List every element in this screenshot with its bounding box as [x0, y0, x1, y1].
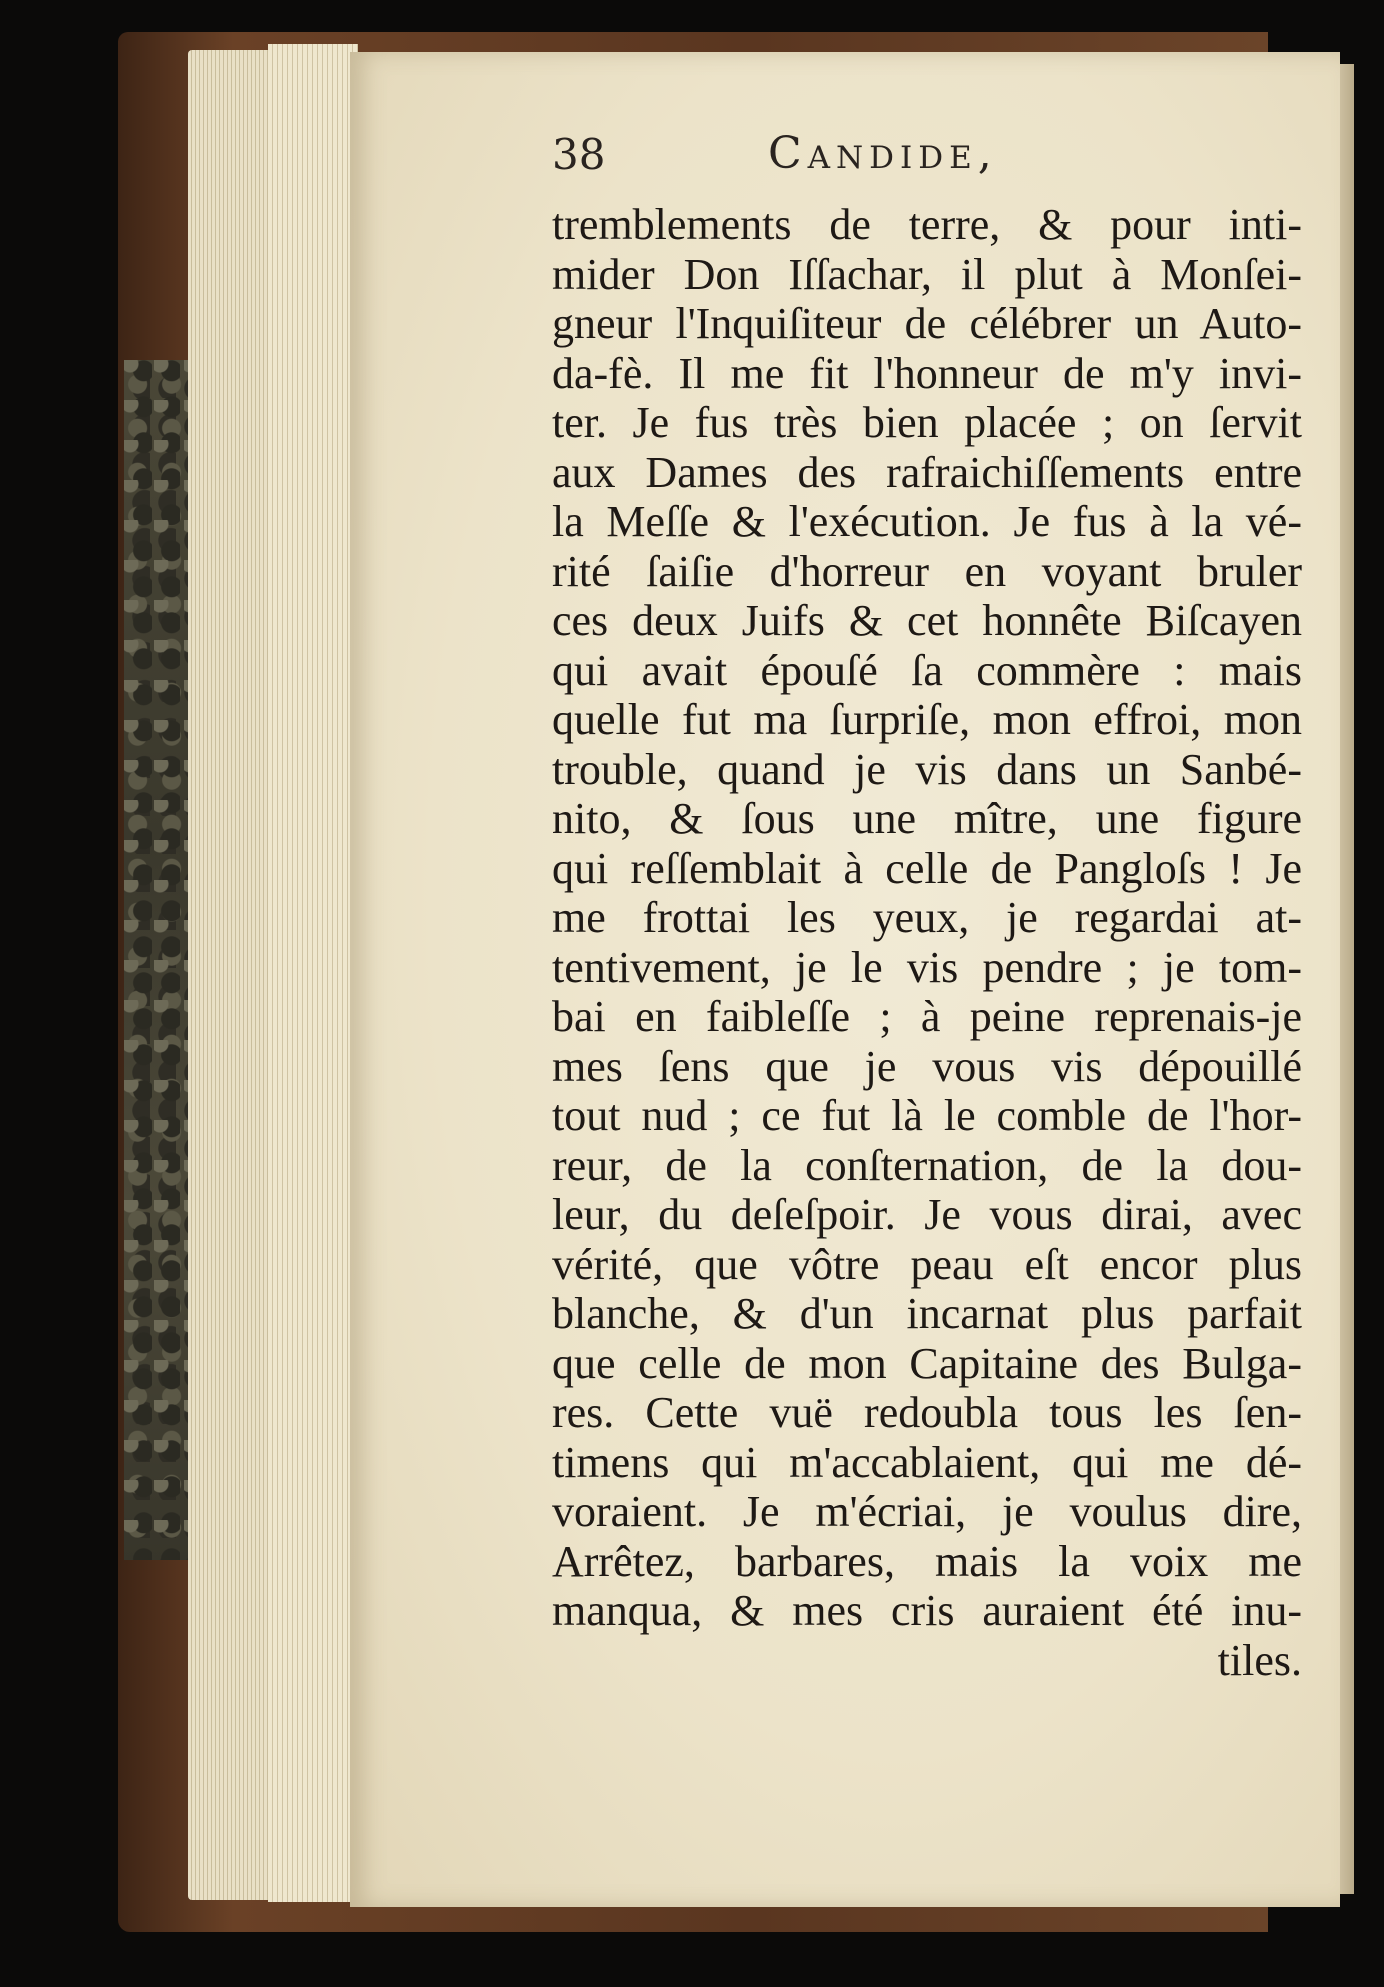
- text-line-last: tiles.: [1217, 1635, 1302, 1685]
- text-line: manqua, & mes cris auraient été inu-: [552, 1586, 1302, 1635]
- text-line: res. Cette vuë redoubla tous les ſen-: [552, 1388, 1302, 1437]
- text-line: que celle de mon Capitaine des Bulga-: [552, 1338, 1302, 1388]
- text-line: voraient. Je m'écriai, je voulus dire,: [552, 1487, 1302, 1536]
- text-line: mes ſens que je vous vis dépouillé: [552, 1041, 1302, 1091]
- text-line: gneur l'Inquiſiteur de célébrer un Auto-: [552, 299, 1302, 348]
- text-line: rité ſaiſie d'horreur en voyant bruler: [552, 546, 1302, 596]
- text-line: timens qui m'accablaient, qui me dé-: [552, 1437, 1302, 1487]
- text-line: Arrêtez, barbares, mais la voix me: [552, 1536, 1302, 1586]
- text-line: tremblements de terre, & pour inti-: [552, 200, 1302, 249]
- text-line: mider Don Iſſachar, il plut à Monſei-: [552, 249, 1302, 299]
- running-head: [552, 128, 1132, 188]
- text-line: qui reſſemblait à celle de Pangloſs ! Je: [552, 843, 1302, 893]
- text-line: ces deux Juifs & cet honnête Biſcayen: [552, 596, 1302, 645]
- text-line: blanche, & d'un incarnat plus parfait: [552, 1289, 1302, 1338]
- text-line: vérité, que vôtre peau eſt encor plus: [552, 1239, 1302, 1289]
- running-title: Candide,: [768, 128, 998, 179]
- text-line: tout nud ; ce fut là le comble de l'hor-: [552, 1091, 1302, 1140]
- text-line: aux Dames des rafraichiſſements entre: [552, 447, 1302, 497]
- text-line: la Meſſe & l'exécution. Je fus à la vé-: [552, 497, 1302, 546]
- text-line: bai en faibleſſe ; à peine reprenais-je: [552, 992, 1302, 1041]
- page-edges-inner: [268, 44, 358, 1902]
- text-line: nito, & ſous une mître, une figure: [552, 794, 1302, 843]
- page-number: 38: [552, 130, 606, 179]
- text-line: tentivement, je le vis pendre ; je tom-: [552, 942, 1302, 992]
- text-line: quelle fut ma ſurpriſe, mon effroi, mon: [552, 695, 1302, 744]
- text-line: me frottai les yeux, je regardai at-: [552, 893, 1302, 942]
- text-line: trouble, quand je vis dans un Sanbé-: [552, 744, 1302, 794]
- text-line: reur, de la conſternation, de la dou-: [552, 1140, 1302, 1190]
- text-line: qui avait épouſé ſa commère : mais: [552, 645, 1302, 695]
- text-line: leur, du deſeſpoir. Je vous dirai, avec: [552, 1190, 1302, 1239]
- text-line: ter. Je fus très bien placée ; on ſervit: [552, 398, 1302, 447]
- marbled-endpaper: [124, 360, 190, 1560]
- text-line: da-fè. Il me fit l'honneur de m'y invi-: [552, 348, 1302, 398]
- text-block: [552, 200, 1302, 1685]
